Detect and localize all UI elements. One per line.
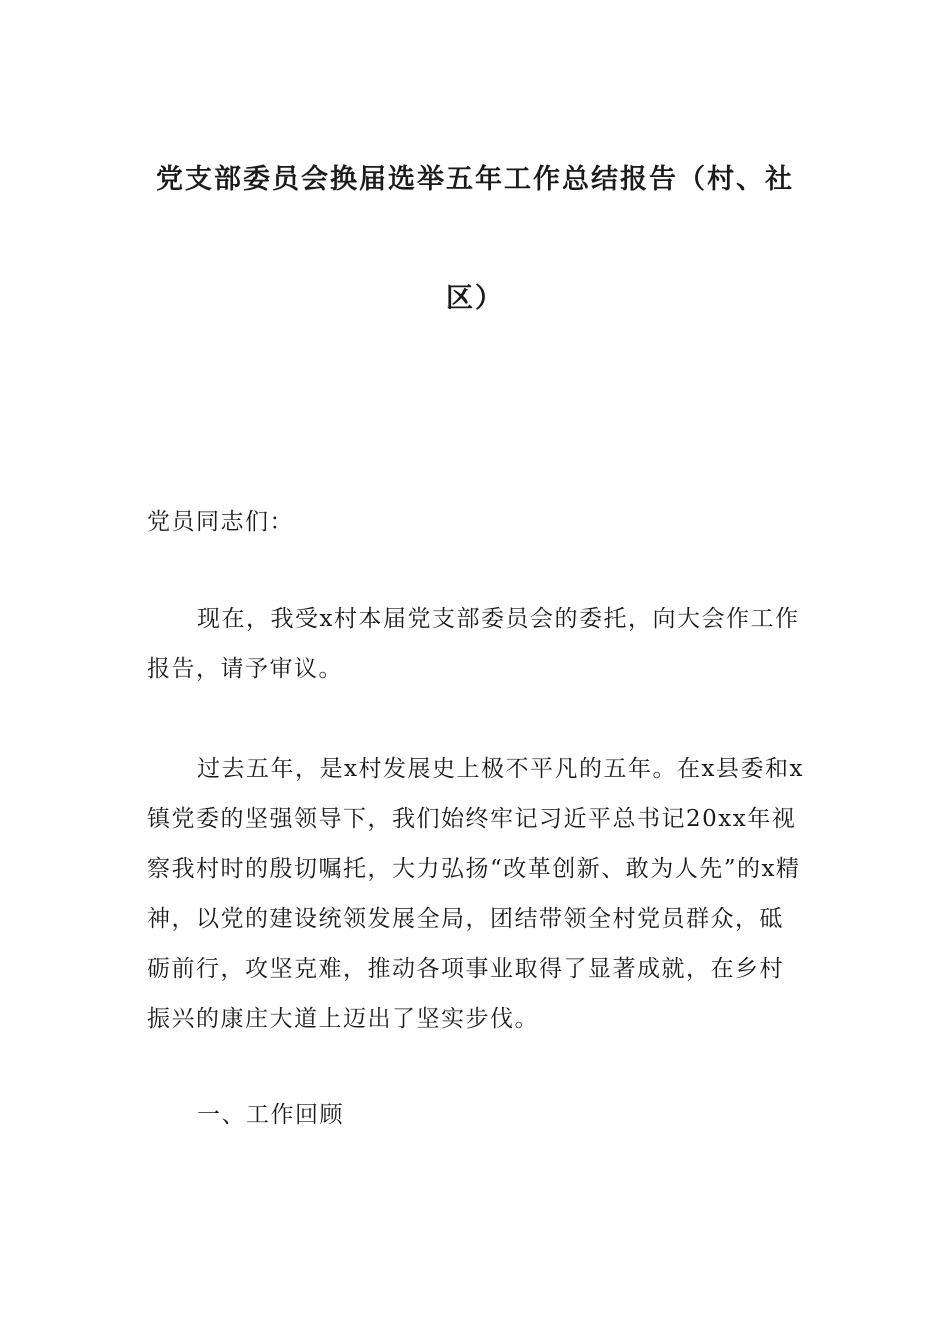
salutation: 党员同志们： xyxy=(147,509,294,535)
section-heading: 一、工作回顾 xyxy=(197,1102,344,1128)
document-title-line-2: 区） xyxy=(446,283,504,314)
paragraph-review: 过去五年，是x村发展史上极不平凡的五年。在x县委和x镇党委的坚强领导下，我们始终牢记习近平总书记20xx年视察我村时的殷切嘱托，大力弘扬“改革创新、敢为人先”的x精神，以党的建设统领发展全局，团结带领全村党员群众，砥砺前行，攻坚克难，推动各项事业取得了显著成就，在乡村振兴的康庄大道上迈出了坚实步伐。 xyxy=(147,756,804,1032)
document-title-line-1: 党支部委员会换届选举五年工作总结报告（村、社 xyxy=(156,164,794,195)
paragraph-intro: 现在，我受x村本届党支部委员会的委托，向大会作工作报告，请予审议。 xyxy=(147,606,800,682)
